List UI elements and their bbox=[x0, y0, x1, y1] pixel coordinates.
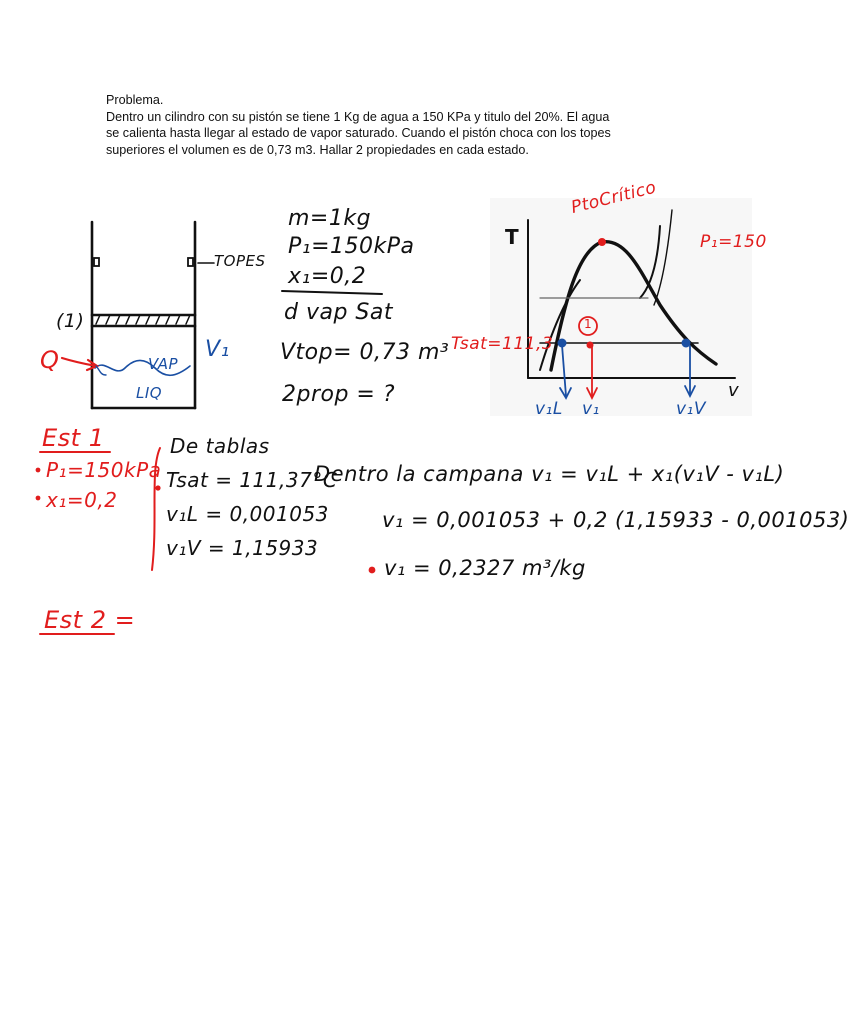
given-p1: P₁=150kPa bbox=[288, 234, 415, 259]
given-unknown: 2prop = ? bbox=[282, 382, 396, 407]
diagram-v1-label: v₁ bbox=[582, 399, 600, 419]
v1-result: v₁ = 0,2327 m³/kg bbox=[384, 556, 586, 580]
given-process: d vap Sat bbox=[284, 300, 393, 325]
given-mass: m=1kg bbox=[288, 206, 372, 231]
table-vfl: v₁L = 0,001053 bbox=[166, 502, 329, 526]
est1-bullet-x1: x₁=0,2 bbox=[46, 488, 118, 512]
vfv-label: v₁V bbox=[676, 399, 707, 419]
est1-label: Est 1 bbox=[42, 424, 105, 452]
given-vtop: Vtop= 0,73 m³ bbox=[280, 340, 450, 365]
problem-line-2: se calienta hasta llegar al estado de vapor saturado. Cuando el pistón choca con los topes bbox=[106, 126, 611, 140]
vap-label: VAP bbox=[148, 355, 179, 373]
table-tsat: Tsat = 111,37°C bbox=[166, 468, 338, 492]
isobar-p1-label: P₁=150 bbox=[700, 232, 767, 252]
given-x1: x₁=0,2 bbox=[288, 264, 367, 289]
table-vfv: v₁V = 1,15933 bbox=[166, 536, 319, 560]
problem-heading: Problema. bbox=[106, 93, 164, 107]
heat-label: Q bbox=[40, 346, 60, 374]
problem-line-1: Dentro un cilindro con su pistón se tiene 1 Kg de agua a 150 KPa y titulo del 20%. El agua bbox=[106, 109, 610, 124]
v-axis-label: v bbox=[728, 380, 740, 401]
state-1-marker: 1 bbox=[584, 317, 593, 331]
critical-point-label: PtoCrítico bbox=[569, 177, 659, 218]
v1-calculation: v₁ = 0,001053 + 0,2 (1,15933 - 0,001053) bbox=[382, 508, 849, 532]
vfl-label: v₁L bbox=[535, 399, 563, 419]
tsat-label: Tsat=111,3 bbox=[451, 334, 554, 354]
tables-title: De tablas bbox=[170, 434, 270, 458]
est2-label: Est 2 = bbox=[44, 606, 136, 634]
est1-bullet-p1: P₁=150kPa bbox=[46, 458, 162, 482]
state-1-label: (1) bbox=[56, 310, 85, 332]
problem-line-3: superiores el volumen es de 0,73 m3. Hallar 2 propiedades en cada estado. bbox=[106, 142, 529, 157]
cylinder-v1-label: V₁ bbox=[205, 337, 230, 362]
liq-label: LIQ bbox=[136, 384, 163, 402]
topes-label: TOPES bbox=[214, 252, 266, 270]
t-axis-label: T bbox=[505, 225, 520, 249]
inside-dome-equation: Dentro la campana v₁ = v₁L + x₁(v₁V - v₁L) bbox=[314, 462, 785, 486]
